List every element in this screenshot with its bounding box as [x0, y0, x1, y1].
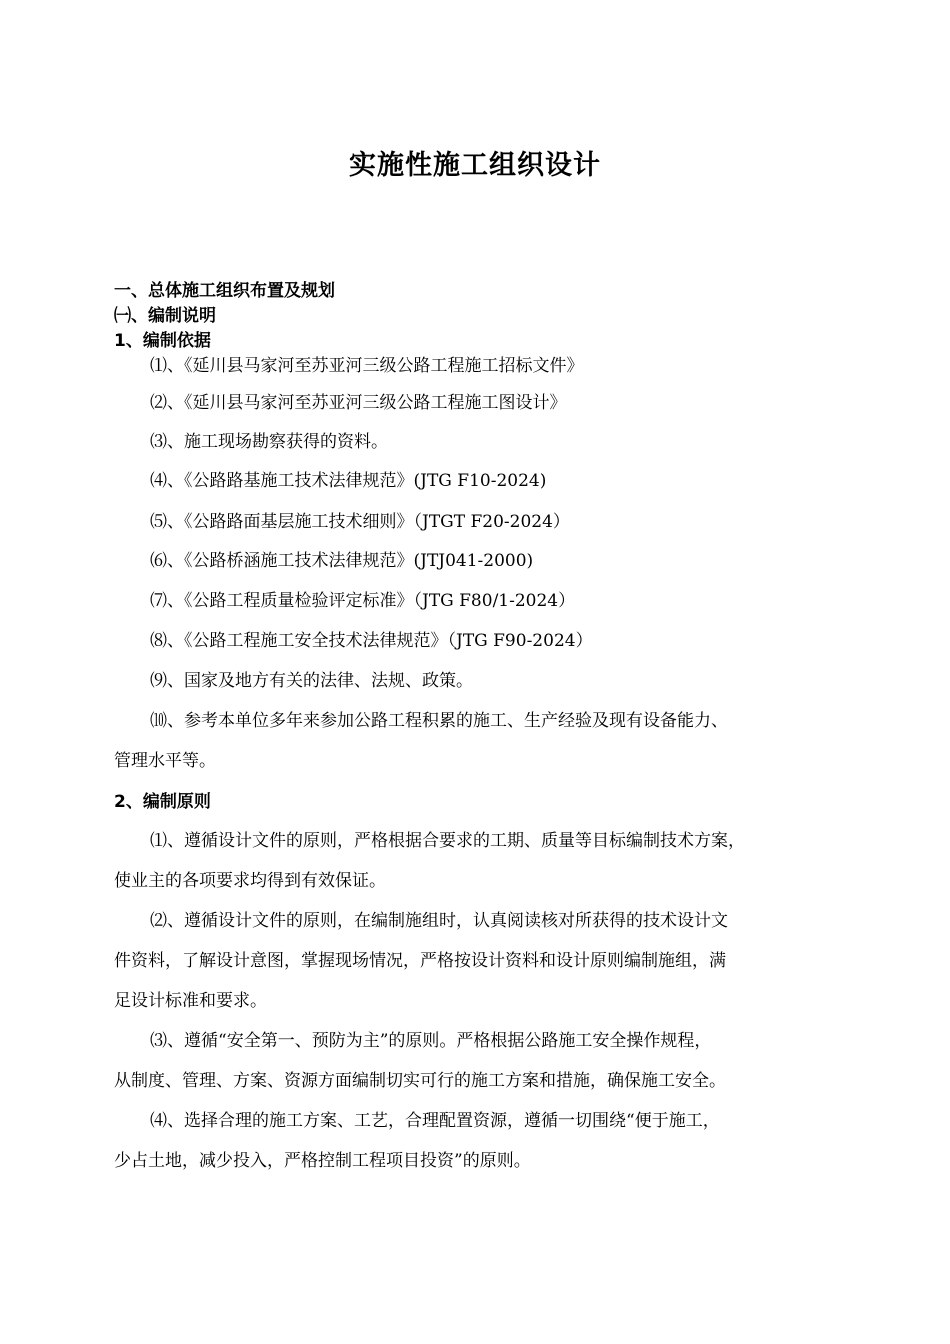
subsection-heading: ㈠、编制说明: [114, 306, 216, 326]
basis-item: ⑹、《公路桥涵施工技术法律规范》(JTJ041-2000): [150, 551, 534, 571]
basis-item: ⑺、《公路工程质量检验评定标准》（JTG F80/1-2024）: [150, 591, 576, 611]
basis-item: ⑸、《公路路面基层施工技术细则》（JTGT F20-2024）: [150, 512, 570, 532]
basis-item-continuation: 管理水平等。: [114, 751, 216, 771]
basis-item: ⑼、国家及地方有关的法律、法规、政策。: [150, 671, 473, 691]
principle-line: 使业主的各项要求均得到有效保证。: [114, 871, 386, 891]
basis-heading: 1、编制依据: [114, 331, 211, 351]
principle-line: 从制度、管理、方案、资源方面编制切实可行的施工方案和措施，确保施工安全。: [114, 1071, 726, 1091]
principle-line: ⑴、遵循设计文件的原则，严格根据合要求的工期、质量等目标编制技术方案，: [150, 831, 745, 851]
basis-item: ⑴、《延川县马家河至苏亚河三级公路工程施工招标文件》: [150, 356, 584, 376]
basis-item: ⑵、《延川县马家河至苏亚河三级公路工程施工图设计》: [150, 393, 567, 413]
principle-line: ⑶、遵循“安全第一、预防为主”的原则。严格根据公路施工安全操作规程，: [150, 1031, 712, 1051]
basis-item: ⑷、《公路路基施工技术法律规范》(JTG F10-2024): [150, 471, 547, 491]
basis-item: ⑽、参考本单位多年来参加公路工程积累的施工、生产经验及现有设备能力、: [150, 711, 728, 731]
principle-line: 少占土地，减少投入，严格控制工程项目投资”的原则。: [114, 1151, 531, 1171]
principles-heading: 2、编制原则: [114, 792, 211, 812]
document-title: 实施性施工组织设计: [349, 150, 601, 181]
basis-item: ⑶、施工现场勘察获得的资料。: [150, 432, 388, 452]
section-heading: 一、总体施工组织布置及规划: [114, 281, 335, 301]
principle-line: ⑵、遵循设计文件的原则，在编制施组时，认真阅读核对所获得的技术设计文: [150, 911, 728, 931]
principle-line: ⑷、选择合理的施工方案、工艺，合理配置资源，遵循一切围绕“便于施工，: [150, 1111, 720, 1131]
basis-item: ⑻、《公路工程施工安全技术法律规范》（JTG F90-2024）: [150, 631, 593, 651]
principle-line: 足设计标准和要求。: [114, 991, 267, 1011]
principle-line: 件资料，了解设计意图，掌握现场情况，严格按设计资料和设计原则编制施组，满: [114, 951, 726, 971]
